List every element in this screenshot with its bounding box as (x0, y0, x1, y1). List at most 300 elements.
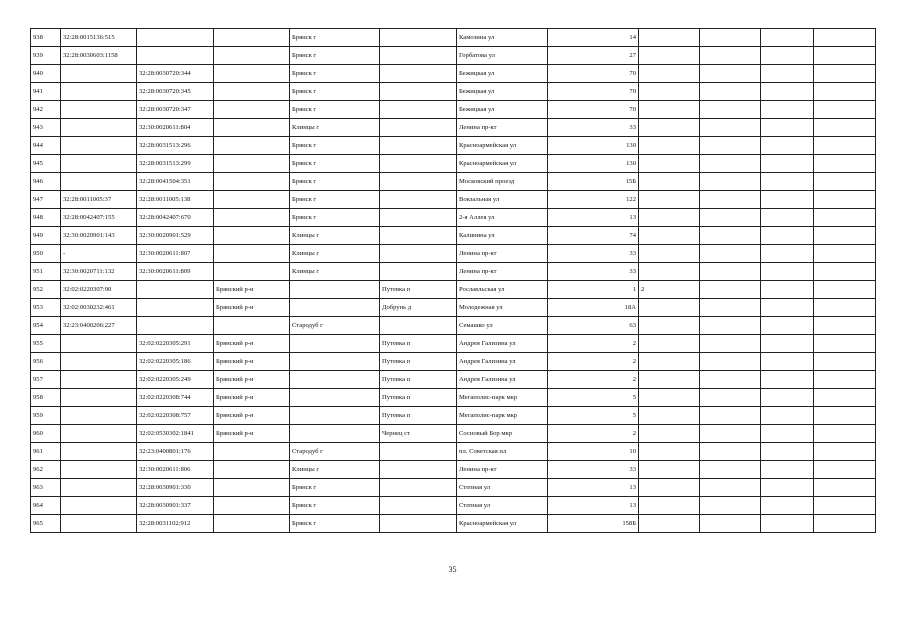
empty-cell (700, 353, 761, 371)
house-number-cell: 33 (548, 461, 639, 479)
empty-cell (761, 389, 814, 407)
settlement-cell: Добрунь д (380, 299, 457, 317)
settlement-cell (380, 209, 457, 227)
empty-cell (814, 209, 876, 227)
empty-cell (814, 443, 876, 461)
street-cell: Горбатова ул (457, 47, 548, 65)
table-row (31, 173, 876, 191)
empty-cell (761, 281, 814, 299)
empty-cell (761, 137, 814, 155)
cadastral-number-2-cell: 32:28:0011005:138 (137, 191, 214, 209)
cadastral-number-cell: 32:28:0015136:515 (61, 29, 137, 47)
settlement-cell (380, 317, 457, 335)
table-row (31, 281, 876, 299)
settlement-cell (380, 155, 457, 173)
empty-cell (814, 281, 876, 299)
empty-cell (700, 101, 761, 119)
cadastral-number-2-cell (137, 281, 214, 299)
house-number-cell: 158Б (548, 515, 639, 533)
row-number-cell: 962 (31, 461, 61, 479)
empty-cell (761, 209, 814, 227)
street-cell: Камозина ул (457, 29, 548, 47)
empty-cell (814, 191, 876, 209)
row-number-cell: 942 (31, 101, 61, 119)
row-number-cell: 945 (31, 155, 61, 173)
house-number-cell: 13 (548, 209, 639, 227)
row-number-cell: 949 (31, 227, 61, 245)
row-number-cell: 939 (31, 47, 61, 65)
settlement-cell (380, 29, 457, 47)
cadastral-number-cell (61, 335, 137, 353)
empty-cell (761, 191, 814, 209)
district-cell (214, 173, 290, 191)
district-cell: Брянский р-н (214, 425, 290, 443)
empty-cell (700, 299, 761, 317)
house-number-cell: 70 (548, 65, 639, 83)
empty-cell (761, 29, 814, 47)
house-number-cell: 70 (548, 101, 639, 119)
empty-cell (761, 173, 814, 191)
empty-cell (761, 515, 814, 533)
building-cell (639, 353, 700, 371)
district-cell: Брянский р-н (214, 371, 290, 389)
row-number-cell: 946 (31, 173, 61, 191)
house-number-cell: 15Б (548, 173, 639, 191)
row-number-cell: 943 (31, 119, 61, 137)
table-row (31, 479, 876, 497)
empty-cell (700, 155, 761, 173)
settlement-cell: Путевка п (380, 407, 457, 425)
row-number-cell: 955 (31, 335, 61, 353)
cadastral-number-cell: - (61, 245, 137, 263)
street-cell: Бежицкая ул (457, 101, 548, 119)
street-cell: Сосновый Бор мкр (457, 425, 548, 443)
table-row (31, 515, 876, 533)
row-number-cell: 944 (31, 137, 61, 155)
table-row (31, 191, 876, 209)
row-number-cell: 954 (31, 317, 61, 335)
city-cell: Брянск г (290, 209, 380, 227)
district-cell (214, 443, 290, 461)
cadastral-number-cell (61, 443, 137, 461)
page-number: 35 (448, 565, 457, 574)
house-number-cell: 1 (548, 281, 639, 299)
district-cell: Брянский р-н (214, 353, 290, 371)
empty-cell (700, 443, 761, 461)
building-cell (639, 29, 700, 47)
empty-cell (814, 137, 876, 155)
empty-cell (814, 173, 876, 191)
street-cell: Ленина пр-кт (457, 461, 548, 479)
city-cell (290, 353, 380, 371)
empty-cell (700, 371, 761, 389)
empty-cell (761, 299, 814, 317)
cadastral-number-cell (61, 407, 137, 425)
empty-cell (700, 335, 761, 353)
empty-cell (761, 263, 814, 281)
city-cell: Брянск г (290, 479, 380, 497)
building-cell (639, 227, 700, 245)
empty-cell (700, 83, 761, 101)
empty-cell (814, 335, 876, 353)
cadastral-number-cell (61, 65, 137, 83)
table-row (31, 335, 876, 353)
row-number-cell: 938 (31, 29, 61, 47)
cadastral-number-cell: 32:28:0011005:37 (61, 191, 137, 209)
district-cell (214, 137, 290, 155)
cadastral-number-2-cell: 32:28:0030720:344 (137, 65, 214, 83)
city-cell: Брянск г (290, 83, 380, 101)
empty-cell (700, 137, 761, 155)
city-cell (290, 407, 380, 425)
building-cell (639, 407, 700, 425)
empty-cell (700, 515, 761, 533)
cadastral-number-2-cell: 32:02:0530302:1841 (137, 425, 214, 443)
empty-cell (700, 65, 761, 83)
empty-cell (814, 65, 876, 83)
house-number-cell: 2 (548, 353, 639, 371)
table-row (31, 209, 876, 227)
table-row (31, 497, 876, 515)
cadastral-number-cell (61, 389, 137, 407)
empty-cell (761, 425, 814, 443)
empty-cell (814, 227, 876, 245)
empty-cell (700, 263, 761, 281)
cadastral-number-2-cell: 32:30:0020611:806 (137, 461, 214, 479)
building-cell (639, 425, 700, 443)
district-cell (214, 209, 290, 227)
street-cell: Красноармейская ул (457, 155, 548, 173)
table-row (31, 101, 876, 119)
city-cell: Стародуб г (290, 443, 380, 461)
street-cell: Московский проезд (457, 173, 548, 191)
empty-cell (700, 407, 761, 425)
empty-cell (700, 281, 761, 299)
cadastral-number-cell (61, 137, 137, 155)
street-cell: Калинина ул (457, 227, 548, 245)
settlement-cell (380, 191, 457, 209)
empty-cell (700, 479, 761, 497)
house-number-cell: 10 (548, 443, 639, 461)
empty-cell (700, 497, 761, 515)
cadastral-number-2-cell: 32:28:0031513:296 (137, 137, 214, 155)
building-cell (639, 461, 700, 479)
house-number-cell: 63 (548, 317, 639, 335)
settlement-cell (380, 47, 457, 65)
city-cell: Брянск г (290, 497, 380, 515)
table-row (31, 317, 876, 335)
settlement-cell: Путевка п (380, 371, 457, 389)
city-cell (290, 299, 380, 317)
district-cell (214, 245, 290, 263)
cadastral-number-cell: 32:30:0020901:143 (61, 227, 137, 245)
row-number-cell: 947 (31, 191, 61, 209)
building-cell (639, 335, 700, 353)
house-number-cell: 5 (548, 389, 639, 407)
table-row (31, 137, 876, 155)
table-row (31, 227, 876, 245)
city-cell (290, 335, 380, 353)
empty-cell (761, 47, 814, 65)
district-cell: Брянский р-н (214, 407, 290, 425)
building-cell (639, 65, 700, 83)
settlement-cell (380, 65, 457, 83)
building-cell (639, 155, 700, 173)
empty-cell (700, 47, 761, 65)
empty-cell (761, 479, 814, 497)
cadastral-number-2-cell: 32:28:0031102:912 (137, 515, 214, 533)
cadastral-number-cell (61, 425, 137, 443)
empty-cell (814, 245, 876, 263)
empty-cell (814, 497, 876, 515)
house-number-cell: 27 (548, 47, 639, 65)
table-row (31, 119, 876, 137)
empty-cell (761, 227, 814, 245)
street-cell: 2-я Аллея ул (457, 209, 548, 227)
house-number-cell: 2 (548, 425, 639, 443)
city-cell: Брянск г (290, 155, 380, 173)
city-cell: Брянск г (290, 137, 380, 155)
district-cell (214, 191, 290, 209)
district-cell (214, 263, 290, 281)
empty-cell (761, 461, 814, 479)
building-cell (639, 101, 700, 119)
house-number-cell: 70 (548, 83, 639, 101)
house-number-cell: 2 (548, 371, 639, 389)
settlement-cell (380, 83, 457, 101)
cadastral-number-cell (61, 515, 137, 533)
street-cell: Красноармейская ул (457, 515, 548, 533)
house-number-cell: 122 (548, 191, 639, 209)
cadastral-number-cell (61, 119, 137, 137)
cadastral-number-2-cell (137, 47, 214, 65)
building-cell (639, 173, 700, 191)
city-cell: Брянск г (290, 47, 380, 65)
city-cell: Брянск г (290, 101, 380, 119)
cadastral-number-2-cell: 32:30:0020611:807 (137, 245, 214, 263)
street-cell: Мегаполис-парк мкр (457, 407, 548, 425)
district-cell: Брянский р-н (214, 281, 290, 299)
empty-cell (814, 155, 876, 173)
row-number-cell: 952 (31, 281, 61, 299)
district-cell: Брянский р-н (214, 389, 290, 407)
table-row (31, 299, 876, 317)
empty-cell (814, 353, 876, 371)
cadastral-number-2-cell: 32:02:0220305:249 (137, 371, 214, 389)
table-row (31, 371, 876, 389)
building-cell (639, 119, 700, 137)
building-cell (639, 497, 700, 515)
cadastral-number-cell (61, 497, 137, 515)
cadastral-number-2-cell: 32:23:0400801:176 (137, 443, 214, 461)
row-number-cell: 940 (31, 65, 61, 83)
empty-cell (700, 29, 761, 47)
house-number-cell: 130 (548, 155, 639, 173)
empty-cell (700, 191, 761, 209)
district-cell (214, 497, 290, 515)
settlement-cell (380, 173, 457, 191)
empty-cell (700, 119, 761, 137)
empty-cell (700, 209, 761, 227)
cadastral-number-2-cell: 32:28:0041504:351 (137, 173, 214, 191)
building-cell (639, 83, 700, 101)
settlement-cell (380, 119, 457, 137)
table-row (31, 263, 876, 281)
cadastral-number-2-cell: 32:30:0020901:529 (137, 227, 214, 245)
building-cell (639, 317, 700, 335)
row-number-cell: 950 (31, 245, 61, 263)
empty-cell (700, 389, 761, 407)
building-cell (639, 371, 700, 389)
street-cell: Ленина пр-кт (457, 245, 548, 263)
cadastral-number-cell (61, 353, 137, 371)
street-cell: Ленина пр-кт (457, 263, 548, 281)
district-cell (214, 83, 290, 101)
city-cell: Клинцы г (290, 227, 380, 245)
house-number-cell: 13 (548, 497, 639, 515)
row-number-cell: 953 (31, 299, 61, 317)
house-number-cell: 5 (548, 407, 639, 425)
empty-cell (700, 317, 761, 335)
empty-cell (814, 29, 876, 47)
district-cell (214, 515, 290, 533)
house-number-cell: 14 (548, 29, 639, 47)
table-row (31, 245, 876, 263)
row-number-cell: 961 (31, 443, 61, 461)
settlement-cell (380, 227, 457, 245)
cadastral-number-cell (61, 173, 137, 191)
empty-cell (761, 155, 814, 173)
cadastral-number-cell: 32:02:0220307:90 (61, 281, 137, 299)
cadastral-number-2-cell: 32:28:0030901:337 (137, 497, 214, 515)
district-cell (214, 65, 290, 83)
empty-cell (814, 371, 876, 389)
empty-cell (814, 515, 876, 533)
district-cell (214, 101, 290, 119)
cadastral-number-2-cell: 32:28:0031513:299 (137, 155, 214, 173)
city-cell: Брянск г (290, 173, 380, 191)
empty-cell (761, 101, 814, 119)
cadastral-number-cell: 32:02:0030232:461 (61, 299, 137, 317)
cadastral-number-2-cell: 32:02:0220308:757 (137, 407, 214, 425)
building-cell (639, 137, 700, 155)
city-cell (290, 425, 380, 443)
district-cell (214, 461, 290, 479)
cadastral-number-2-cell: 32:28:0030720:347 (137, 101, 214, 119)
empty-cell (700, 227, 761, 245)
empty-cell (814, 119, 876, 137)
cadastral-number-cell (61, 83, 137, 101)
empty-cell (814, 263, 876, 281)
settlement-cell (380, 101, 457, 119)
table-row (31, 443, 876, 461)
cadastral-number-cell (61, 101, 137, 119)
cadastral-number-2-cell: 32:02:0220305:186 (137, 353, 214, 371)
street-cell: Семашко ул (457, 317, 548, 335)
empty-cell (814, 83, 876, 101)
table-row (31, 29, 876, 47)
table-row (31, 389, 876, 407)
cadastral-number-2-cell: 32:28:0030901:330 (137, 479, 214, 497)
street-cell: Степная ул (457, 497, 548, 515)
city-cell: Клинцы г (290, 245, 380, 263)
settlement-cell (380, 479, 457, 497)
empty-cell (761, 317, 814, 335)
empty-cell (814, 461, 876, 479)
empty-cell (814, 317, 876, 335)
district-cell: Брянский р-н (214, 299, 290, 317)
row-number-cell: 941 (31, 83, 61, 101)
row-number-cell: 958 (31, 389, 61, 407)
cadastral-number-cell: 32:28:0030603:1158 (61, 47, 137, 65)
street-cell: Андрея Гализина ул (457, 353, 548, 371)
district-cell (214, 47, 290, 65)
street-cell: Ленина пр-кт (457, 119, 548, 137)
cadastral-number-cell (61, 371, 137, 389)
district-cell (214, 317, 290, 335)
city-cell: Клинцы г (290, 461, 380, 479)
city-cell (290, 389, 380, 407)
house-number-cell: 13 (548, 479, 639, 497)
cadastral-number-cell: 32:23:0400206:227 (61, 317, 137, 335)
district-cell: Брянский р-н (214, 335, 290, 353)
house-number-cell: 18А (548, 299, 639, 317)
street-cell: Мегаполис-парк мкр (457, 389, 548, 407)
cadastral-number-cell: 32:28:0042407:155 (61, 209, 137, 227)
table-row (31, 407, 876, 425)
street-cell: Андрея Гализина ул (457, 371, 548, 389)
district-cell (214, 119, 290, 137)
empty-cell (814, 425, 876, 443)
street-cell: Красноармейская ул (457, 137, 548, 155)
building-cell (639, 47, 700, 65)
cadastral-number-2-cell: 32:02:0220308:744 (137, 389, 214, 407)
house-number-cell: 2 (548, 335, 639, 353)
house-number-cell: 130 (548, 137, 639, 155)
house-number-cell: 74 (548, 227, 639, 245)
empty-cell (700, 461, 761, 479)
table-row (31, 155, 876, 173)
cadastral-number-2-cell (137, 29, 214, 47)
street-cell: Бежицкая ул (457, 65, 548, 83)
row-number-cell: 965 (31, 515, 61, 533)
table-row (31, 353, 876, 371)
building-cell (639, 299, 700, 317)
cadastral-number-2-cell (137, 299, 214, 317)
building-cell (639, 389, 700, 407)
empty-cell (814, 299, 876, 317)
street-cell: Андрея Гализина ул (457, 335, 548, 353)
cadastral-number-cell (61, 155, 137, 173)
table-row (31, 47, 876, 65)
street-cell: пл. Советская пл (457, 443, 548, 461)
city-cell: Брянск г (290, 515, 380, 533)
city-cell: Клинцы г (290, 119, 380, 137)
settlement-cell: Путевка п (380, 281, 457, 299)
empty-cell (761, 245, 814, 263)
building-cell (639, 245, 700, 263)
table-body (31, 29, 876, 533)
house-number-cell: 33 (548, 119, 639, 137)
cadastral-number-2-cell: 32:02:0220305:291 (137, 335, 214, 353)
empty-cell (700, 173, 761, 191)
empty-cell (761, 443, 814, 461)
city-cell: Брянск г (290, 65, 380, 83)
city-cell (290, 281, 380, 299)
street-cell: Вокзальная ул (457, 191, 548, 209)
settlement-cell: Путевка п (380, 353, 457, 371)
street-cell: Бежицкая ул (457, 83, 548, 101)
